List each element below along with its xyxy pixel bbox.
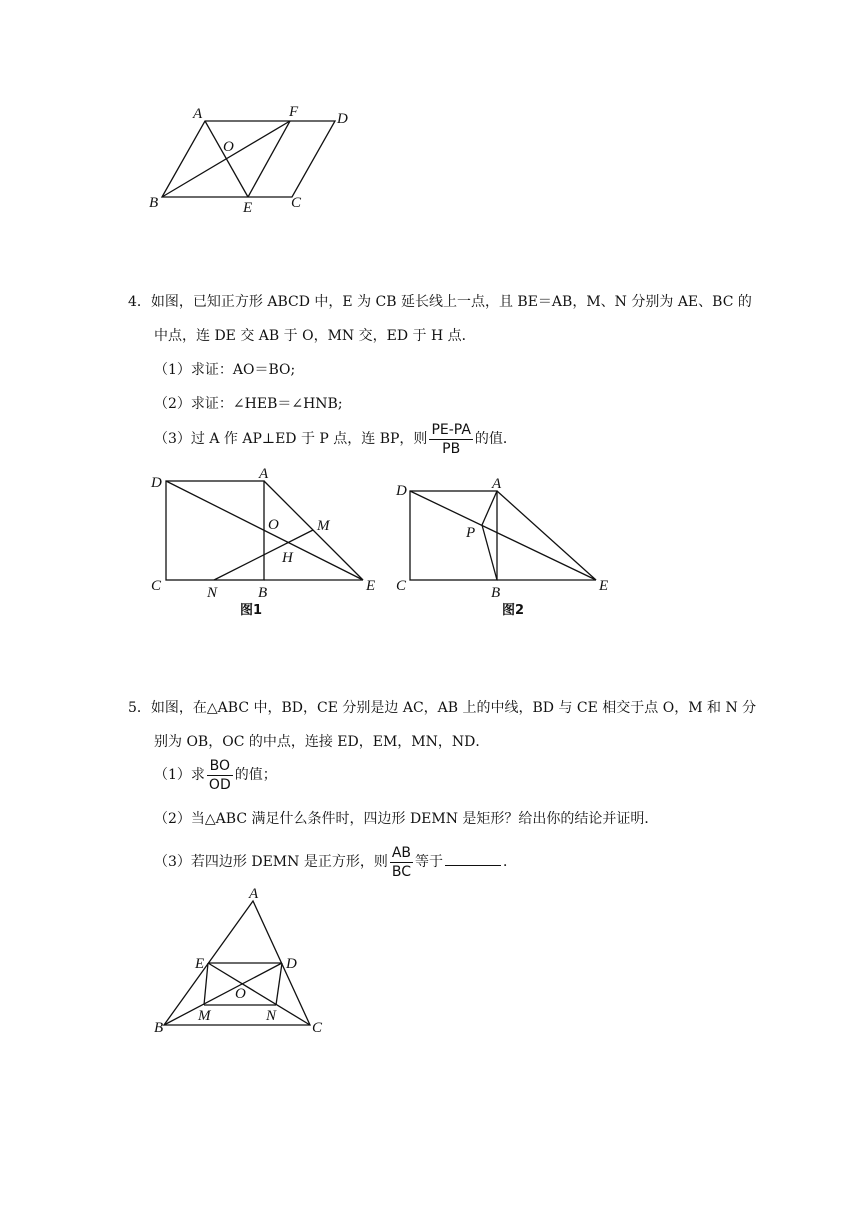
q5-part3-fraction bbox=[390, 844, 413, 881]
label-h: H bbox=[282, 550, 293, 566]
label-d: D bbox=[151, 475, 162, 491]
q4-figure1 bbox=[140, 465, 390, 625]
fraction-numerator: AB bbox=[391, 844, 412, 861]
label-p: P bbox=[466, 525, 476, 541]
label-e: E bbox=[243, 200, 253, 216]
answer-blank bbox=[445, 865, 501, 866]
label-c: C bbox=[312, 1020, 323, 1036]
segment-bf bbox=[162, 121, 290, 197]
label-c: C bbox=[151, 578, 162, 594]
q5-part3 bbox=[154, 843, 517, 881]
label-c: C bbox=[291, 195, 302, 211]
segment-ae bbox=[497, 491, 596, 580]
q5-part1-prefix: （1）求 bbox=[154, 767, 205, 783]
square-abcd bbox=[166, 481, 264, 580]
label-d: D bbox=[396, 483, 407, 499]
label-a: A bbox=[193, 106, 203, 122]
q4-part2: （2）求证：∠HEB＝∠HNB; bbox=[154, 396, 343, 412]
q5-part1 bbox=[154, 756, 277, 794]
label-a: A bbox=[492, 476, 502, 492]
q5-part1-fraction bbox=[207, 757, 233, 794]
label-e: E bbox=[366, 578, 376, 594]
q5-part1-suffix: 的值； bbox=[234, 767, 277, 783]
label-b: B bbox=[149, 195, 159, 211]
label-n: N bbox=[207, 585, 218, 601]
fraction-numerator: BO bbox=[207, 757, 233, 776]
fraction-denominator: BC bbox=[391, 863, 411, 880]
label-d: D bbox=[337, 111, 348, 127]
label-e: E bbox=[599, 578, 609, 594]
segment-nd bbox=[276, 963, 282, 1005]
fraction-denominator: PB bbox=[442, 440, 461, 457]
q4-stem-line1: 4．如图，已知正方形 ABCD 中，E 为 CB 延长线上一点，且 BE＝AB，M、N 分别为 AE、BC 的 bbox=[128, 294, 752, 310]
q4-part3-fraction bbox=[429, 421, 472, 458]
q5-stem-line2: 别为 OB，OC 的中点，连接 ED，EM，MN，ND． bbox=[154, 734, 490, 750]
q4-stem-line2: 中点，连 DE 交 AB 于 O，MN 交，ED 于 H 点． bbox=[154, 328, 476, 344]
square-abcd bbox=[410, 491, 497, 580]
label-e: E bbox=[195, 956, 205, 972]
q4-part3 bbox=[154, 420, 517, 458]
segment-fe bbox=[248, 121, 290, 197]
label-f: F bbox=[289, 104, 299, 120]
parallelogram-figure bbox=[140, 100, 360, 220]
q5-part3-prefix: （3）若四边形 DEMN 是正方形，则 bbox=[154, 854, 388, 870]
segment-bp bbox=[482, 525, 497, 580]
label-c: C bbox=[396, 578, 407, 594]
q4-part3-prefix: （3）过 A 作 AP⊥ED 于 P 点，连 BP，则 bbox=[154, 431, 428, 447]
q4-figure2 bbox=[388, 465, 618, 625]
q5-part2: （2）当△ABC 满足什么条件时，四边形 DEMN 是矩形？给出你的结论并证明． bbox=[154, 811, 659, 827]
label-d: D bbox=[286, 956, 297, 972]
segment-de bbox=[410, 491, 596, 580]
label-o: O bbox=[268, 517, 279, 533]
figure2-caption: 图2 bbox=[502, 603, 525, 618]
label-o: O bbox=[235, 986, 246, 1002]
parallelogram-abdc bbox=[162, 121, 335, 197]
q5-triangle-figure bbox=[145, 880, 345, 1040]
figure1-caption: 图1 bbox=[240, 603, 263, 618]
fraction-denominator: OD bbox=[208, 776, 231, 793]
segment-ae bbox=[264, 481, 363, 580]
q5-part3-end: ． bbox=[503, 854, 518, 870]
fraction-numerator: PE-PA bbox=[431, 421, 471, 438]
label-n: N bbox=[266, 1008, 277, 1024]
label-a: A bbox=[249, 886, 259, 902]
q4-part1: （1）求证：AO＝BO; bbox=[154, 362, 296, 378]
q5-stem-line1: 5．如图，在△ABC 中，BD，CE 分别是边 AC，AB 上的中线，BD 与 CE 相交于点 O，M 和 N 分 bbox=[128, 700, 757, 716]
label-o: O bbox=[223, 139, 234, 155]
label-m: M bbox=[317, 518, 330, 534]
label-m: M bbox=[198, 1008, 211, 1024]
segment-ap bbox=[482, 491, 497, 525]
q5-part3-suffix: 等于 bbox=[415, 854, 444, 870]
label-b: B bbox=[154, 1020, 164, 1036]
q4-part3-suffix: 的值． bbox=[474, 431, 517, 447]
label-b: B bbox=[258, 585, 268, 601]
label-b: B bbox=[491, 585, 501, 601]
label-a: A bbox=[259, 466, 269, 482]
